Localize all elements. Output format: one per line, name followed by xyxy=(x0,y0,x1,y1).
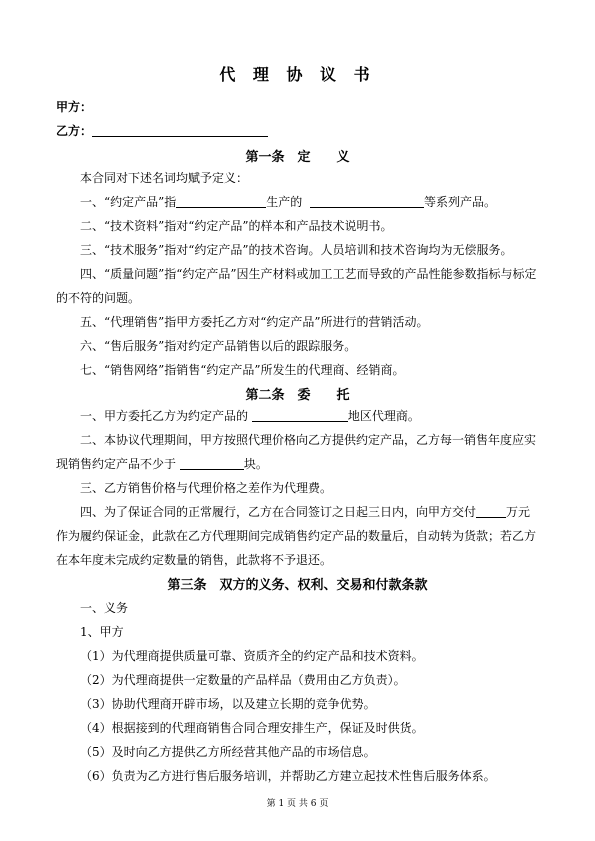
product-series-blank xyxy=(310,195,424,208)
party-b-blank xyxy=(92,124,268,137)
article1-item1-part-b: 生产的 xyxy=(266,195,303,209)
producer-blank xyxy=(176,195,266,208)
page-footer: 第 1 页 共 6 页 xyxy=(266,799,329,809)
article2-item2-part-b: 块。 xyxy=(243,457,268,471)
article1-item2: 二、“技术资料”指对“约定产品”的样本和产品技术说明书。 xyxy=(80,219,393,233)
obligation-item: （6）负责为乙方进行售后服务培训，并帮助乙方建立起技术性售后服务体系。 xyxy=(80,769,496,783)
article1-item7: 七、“销售网络”指销售“约定产品”所发生的代理商、经销商。 xyxy=(80,363,405,377)
article1-item4: 四、“质量问题”指“约定产品”因生产材料或加工工艺而导致的产品性能参数指标与标定的不符的问题。 xyxy=(56,267,537,305)
article3-heading: 第三条 双方的义务、权利、交易和付款条款 xyxy=(167,578,428,593)
article2-item4-part-b: 万元作为履约保证金，此款在乙方代理期间完成销售约定产品的数量后，自动转为货款；若乙方在本年度未完成约定数量的销售，此款将不予退还。 xyxy=(56,505,537,567)
article2-item3: 三、乙方销售价格与代理价格之差作为代理费。 xyxy=(80,481,333,495)
article1-item6: 六、“售后服务”指对约定产品销售以后的跟踪服务。 xyxy=(80,339,357,353)
party-a-label: 甲方： xyxy=(56,100,93,114)
article2-heading: 第二条 委 托 xyxy=(245,388,350,403)
party-b-label: 乙方： xyxy=(56,124,93,138)
article1-item3: 三、“技术服务”指对“约定产品”的技术咨询。人员培训和技术咨询均为无偿服务。 xyxy=(80,243,513,257)
article1-item5: 五、“代理销售”指甲方委托乙方对“约定产品”所进行的营销活动。 xyxy=(80,315,429,329)
quantity-blank xyxy=(180,457,244,470)
article2-item4 xyxy=(56,500,540,572)
article1-item1-part-c: 等系列产品。 xyxy=(423,195,496,209)
article2-item1 xyxy=(80,404,540,428)
deposit-blank xyxy=(476,505,506,518)
obligation-item: （3）协助代理商开辟市场，以及建立长期的竞争优势。 xyxy=(80,697,376,711)
obligation-item: （4）根据接到的代理商销售合同合理安排生产，保证及时供货。 xyxy=(80,721,424,735)
region-blank xyxy=(252,409,348,422)
article2-item4-part-a: 四、为了保证合同的正常履行，乙方在合同签订之日起三日内，向甲方交付 xyxy=(80,505,477,519)
article1-heading: 第一条 定 义 xyxy=(245,150,350,165)
obligation-item: （5）及时向乙方提供乙方所经营其他产品的市场信息。 xyxy=(80,745,376,759)
article2-item1-part-a: 一、甲方委托乙方为约定产品的 xyxy=(80,409,249,423)
article1-intro: 本合同对下述名词均赋予定义： xyxy=(80,171,249,185)
obligation-item: （1）为代理商提供质量可靠、资质齐全的约定产品和技术资料。 xyxy=(80,649,424,663)
article1-item1 xyxy=(80,190,540,214)
article1-item1-part-a: 一、“约定产品”指 xyxy=(80,195,177,209)
article3-sub2: 1、甲方 xyxy=(80,625,124,639)
document-title: 代 理 协 议 书 xyxy=(219,65,376,84)
article2-item1-part-b: 地区代理商。 xyxy=(347,409,420,423)
obligation-item: （2）为代理商提供一定数量的产品样品（费用由乙方负责）。 xyxy=(80,673,406,687)
article3-sub1: 一、义务 xyxy=(80,601,129,615)
article2-item2 xyxy=(56,428,540,476)
party-b-line xyxy=(56,122,268,139)
article2-item2-part-a: 二、本协议代理期间，甲方按照代理价格向乙方提供约定产品，乙方每一销售年度应实现销售约定产品不少于 xyxy=(56,433,537,471)
party-a-line xyxy=(56,98,92,115)
